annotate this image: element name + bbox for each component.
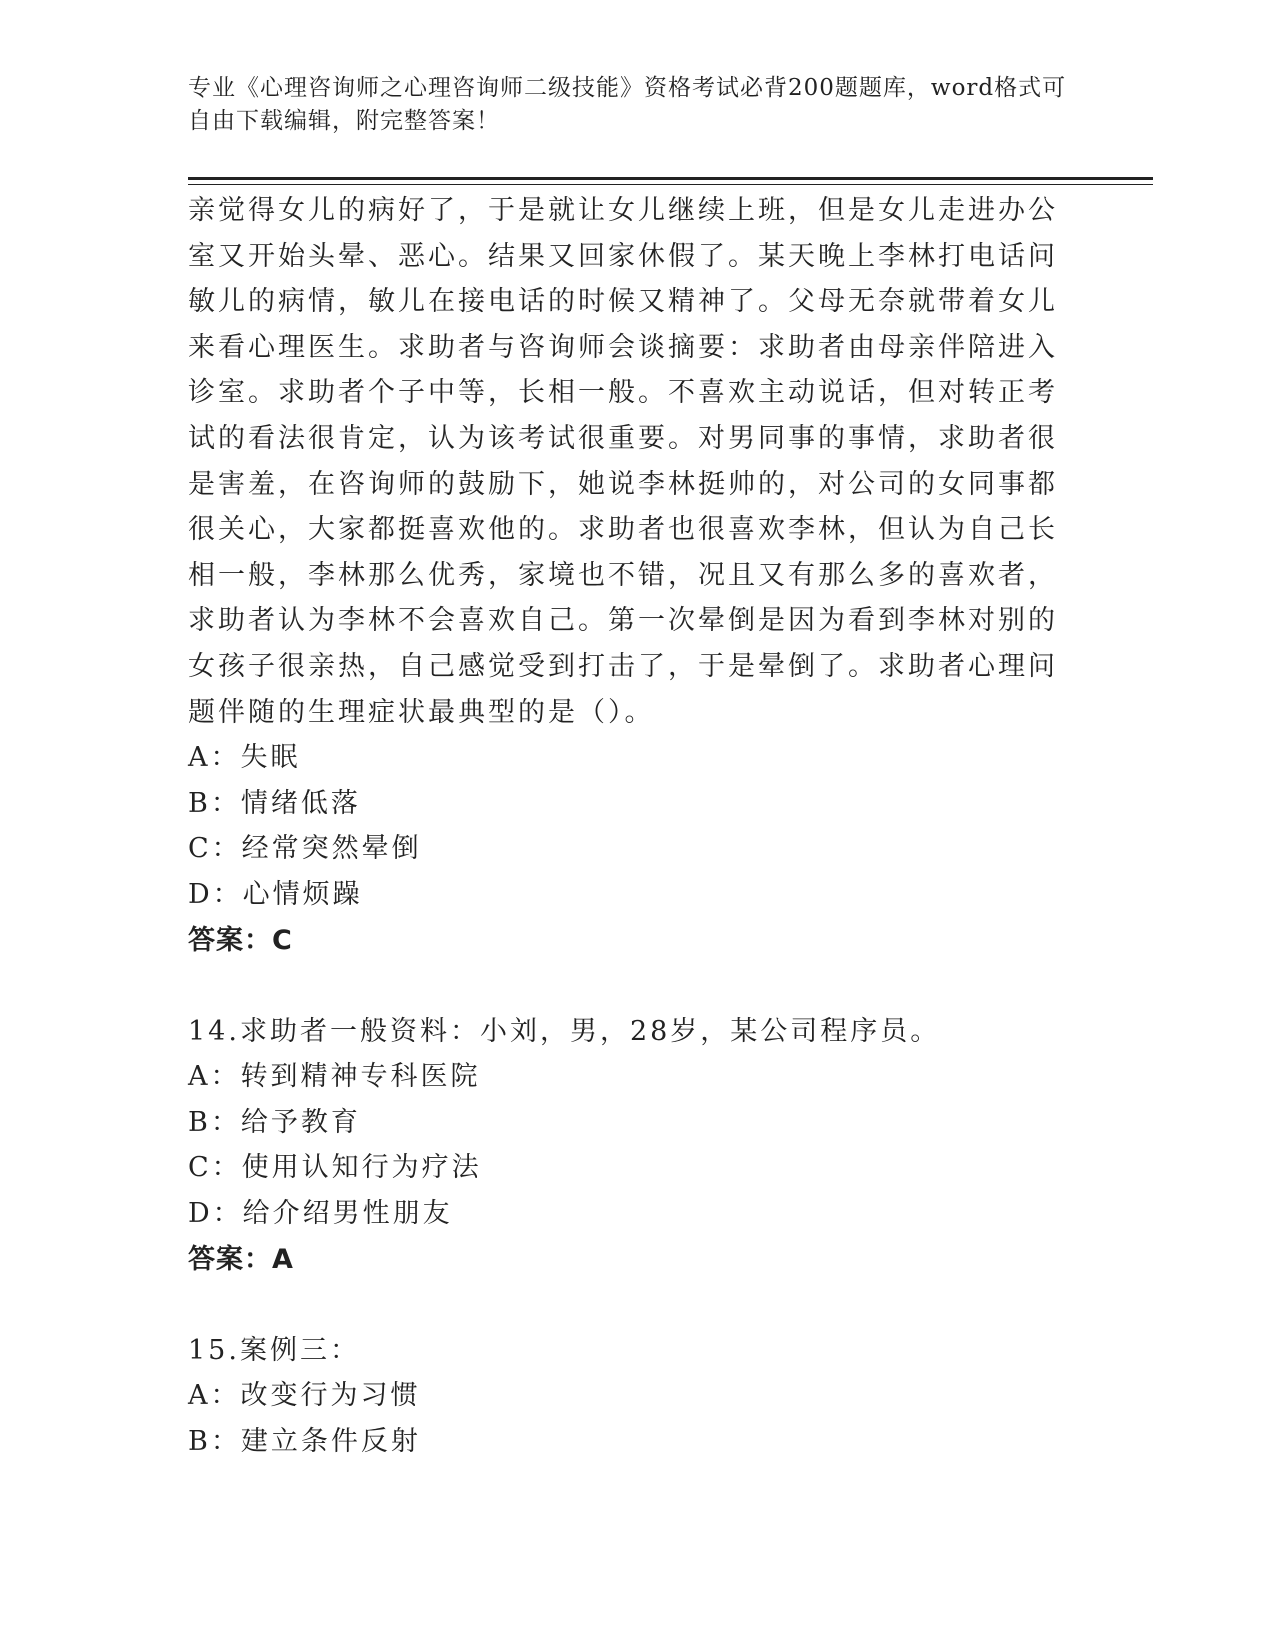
question-15-option-a: A：改变行为习惯 — [188, 1380, 421, 1412]
page-header: 专业《心理咨询师之心理咨询师二级技能》资格考试必背200题题库，word格式可自由下载编辑，附完整答案！ — [188, 75, 1067, 134]
spacer — [188, 963, 1068, 1009]
question-13-option-a: A：失眠 — [188, 742, 301, 774]
question-13-stem: 亲觉得女儿的病好了，于是就让女儿继续上班，但是女儿走进办公室又开始头晕、恶心。结果又回家休假了。某天晚上李林打电话问敏儿的病情，敏儿在接电话的时候又精神了。父母无奈就带着女儿来看心理医生。求助者与咨询师会谈摘要：求助者由母亲伴陪进入诊室。求助者个子中等，长相一般。不喜欢主动说话，但对转正考试的看法很肯定，认为该考试很重要。对男同事的事情，求助者很是害羞，在咨询师的鼓励下，她说李林挺帅的，对公司的女同事都很关心，大家都挺喜欢他的。求助者也很喜欢李林，但认为自己长相一般，李林那么优秀，家境也不错，况且又有那么多的喜欢者，求助者认为李林不会喜欢自己。第一次晕倒是因为看到李林对别的女孩子很亲热，自己感觉受到打击了，于是晕倒了。求助者心理问题伴随的生理症状最典型的是（）。 — [188, 195, 1058, 728]
question-13-option-d: D：心情烦躁 — [188, 878, 363, 910]
question-15-stem: 15.案例三： — [188, 1334, 360, 1366]
document-body — [188, 188, 1068, 1465]
question-13-answer: 答案：C — [188, 924, 293, 956]
header-divider-thin — [188, 184, 1153, 185]
question-14-stem: 14.求助者一般资料：小刘，男，28岁，某公司程序员。 — [188, 1015, 941, 1047]
question-14 — [188, 1009, 1068, 1283]
question-14-option-d: D：给介绍男性朋友 — [188, 1198, 453, 1230]
question-13-option-b: B：情绪低落 — [188, 787, 361, 819]
question-14-option-a: A：转到精神专科医院 — [188, 1061, 481, 1093]
spacer — [188, 1282, 1068, 1328]
question-14-answer: 答案：A — [188, 1243, 294, 1275]
question-15-option-b: B：建立条件反射 — [188, 1426, 421, 1458]
question-13-option-c: C：经常突然晕倒 — [188, 833, 422, 865]
header-divider-thick — [188, 177, 1153, 180]
question-14-option-c: C：使用认知行为疗法 — [188, 1152, 482, 1184]
question-13 — [188, 188, 1068, 963]
question-15 — [188, 1328, 1068, 1465]
question-14-option-b: B：给予教育 — [188, 1106, 361, 1138]
